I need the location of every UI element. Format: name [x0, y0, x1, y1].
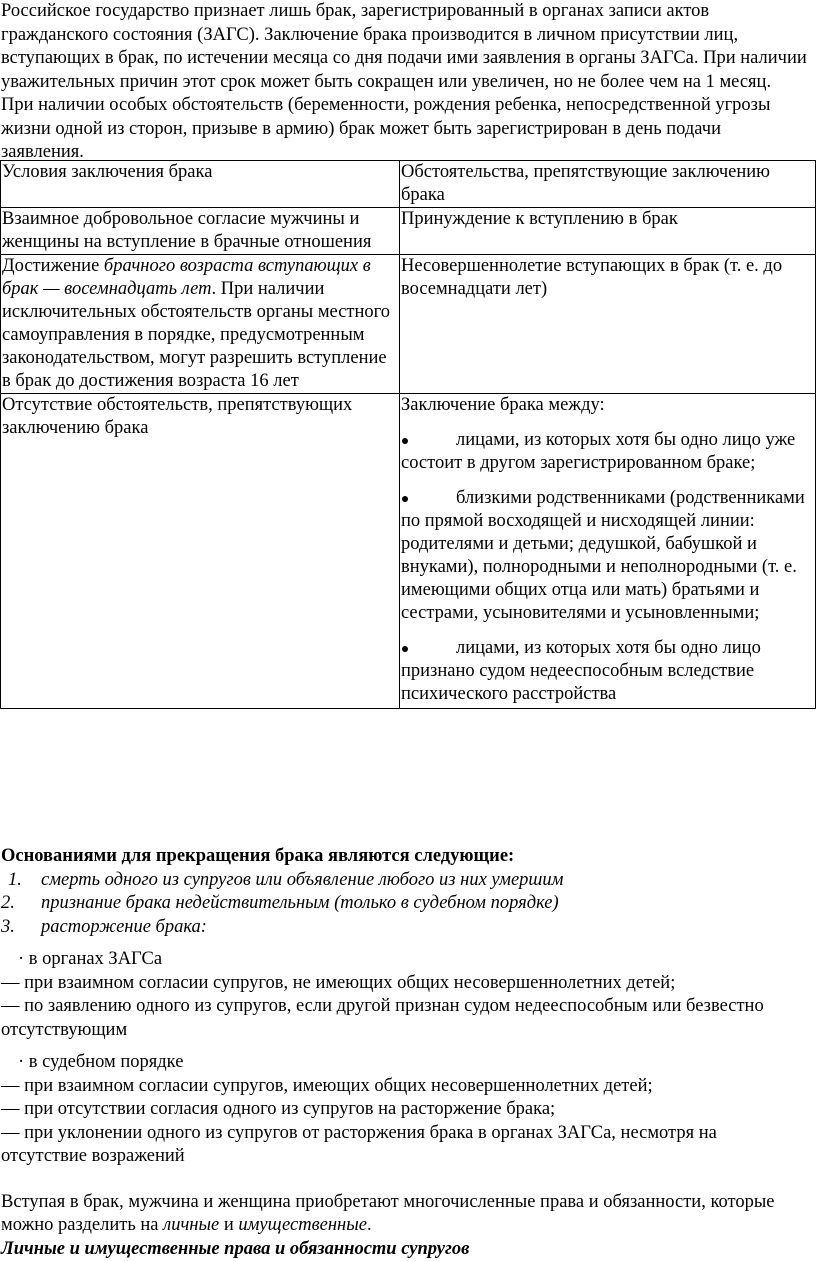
- table-header-row: [1, 161, 816, 208]
- table-row: [1, 255, 816, 394]
- bullet-icon: [402, 646, 408, 652]
- age-text-italic: брачного возраста вступающих в брак — восемнадцать лет: [2, 256, 371, 299]
- obstacle-list-intro: Заключение брака между:: [401, 394, 814, 417]
- court-label: · в судебном порядке: [1, 1051, 807, 1075]
- age-text-pre: Достижение: [2, 256, 104, 276]
- header-conditions: Условия заключения брака: [1, 161, 400, 208]
- rights-heading: Личные и имущественные права и обязанности супругов: [1, 1238, 807, 1261]
- list-item: 3. расторжение брака:: [1, 916, 807, 940]
- list-item: лицами, из которых хотя бы одно лицо уже состоит в другом зарегистрированном браке;: [401, 429, 814, 475]
- bullet-icon: [402, 496, 408, 502]
- list-item: 1. смерть одного из супругов или объявление любого из них умершим: [1, 869, 807, 893]
- obstacle-coercion: Принуждение к вступлению в брак: [400, 208, 816, 255]
- closing-paragraph: Вступая в брак, мужчина и женщина приобретают многочисленные права и обязанности, которые можно разделить на личные и имущественные.: [1, 1191, 807, 1238]
- termination-heading: Основаниями для прекращения брака являются следующие:: [1, 845, 807, 869]
- court-line: — при отсутствии согласия одного из супругов на расторжение брака;: [1, 1098, 807, 1122]
- marriage-conditions-table: [0, 160, 816, 709]
- obstacle-list-cell: [400, 394, 816, 709]
- obstacle-list: [401, 429, 814, 708]
- intro-paragraph: Российское государство признает лишь брак, зарегистрированный в органах записи актов гражданского состояния (ЗАГС). Заключение брака производится в личном присутствии лиц, вступающих в брак, по истечении месяца со дня подачи ими заявления в органы ЗАГСа. При наличии уважительных причин этот срок может быть сокращен или увеличен, но не более чем на 1 месяц. При наличии особых обстоятельств (беременности, рождения ребенка, непосредственной угрозы жизни одной из сторон, призыве в армию) брак может быть зарегистрирован в день подачи заявления.: [1, 0, 807, 165]
- zags-line: — при взаимном согласии супругов, не имеющих общих несовершеннолетних детей;: [1, 972, 807, 996]
- table-row: [1, 208, 816, 255]
- list-item: близкими родственниками (родственниками по прямой восходящей и нисходящей линии: родителями и детьми; дедушкой, бабушкой и внуками), полнородными и неполнородными (т. е. имеющими общих отца или мать) братьями и сестрами, усыновителями и усыновленными;: [401, 487, 814, 625]
- termination-section: [1, 845, 807, 1261]
- zags-label: · в органах ЗАГСа: [1, 948, 807, 972]
- condition-age: [1, 255, 400, 394]
- court-line: — при взаимном согласии супругов, имеющих общих несовершеннолетних детей;: [1, 1075, 807, 1099]
- condition-consent: Взаимное добровольное согласие мужчины и женщины на вступление в брачные отношения: [1, 208, 400, 255]
- obstacle-minority: Несовершеннолетие вступающих в брак (т. е. до восемнадцати лет): [400, 255, 816, 394]
- list-item: лицами, из которых хотя бы одно лицо признано судом недееспособным вследствие психического расстройства: [401, 637, 814, 708]
- condition-no-obstacles: Отсутствие обстоятельств, препятствующих заключению брака: [1, 394, 400, 709]
- zags-line: — по заявлению одного из супругов, если другой признан судом недееспособным или безвестно отсутствующим: [1, 995, 807, 1042]
- header-obstacles: Обстоятельства, препятствующие заключению брака: [400, 161, 816, 208]
- court-line: — при уклонении одного из супругов от расторжения брака в органах ЗАГСа, несмотря на отсутствие возражений: [1, 1122, 807, 1169]
- age-text-post: . При наличии исключительных обстоятельств органы местного самоуправления в порядке, предусмотренным законодательством, могут разрешить вступление в брак до достижения возраста 16 лет: [2, 279, 390, 391]
- table-row: [1, 394, 816, 709]
- bullet-icon: [402, 438, 408, 444]
- list-item: 2. признание брака недействительным (только в судебном порядке): [1, 892, 807, 916]
- spacer: [1, 1169, 807, 1191]
